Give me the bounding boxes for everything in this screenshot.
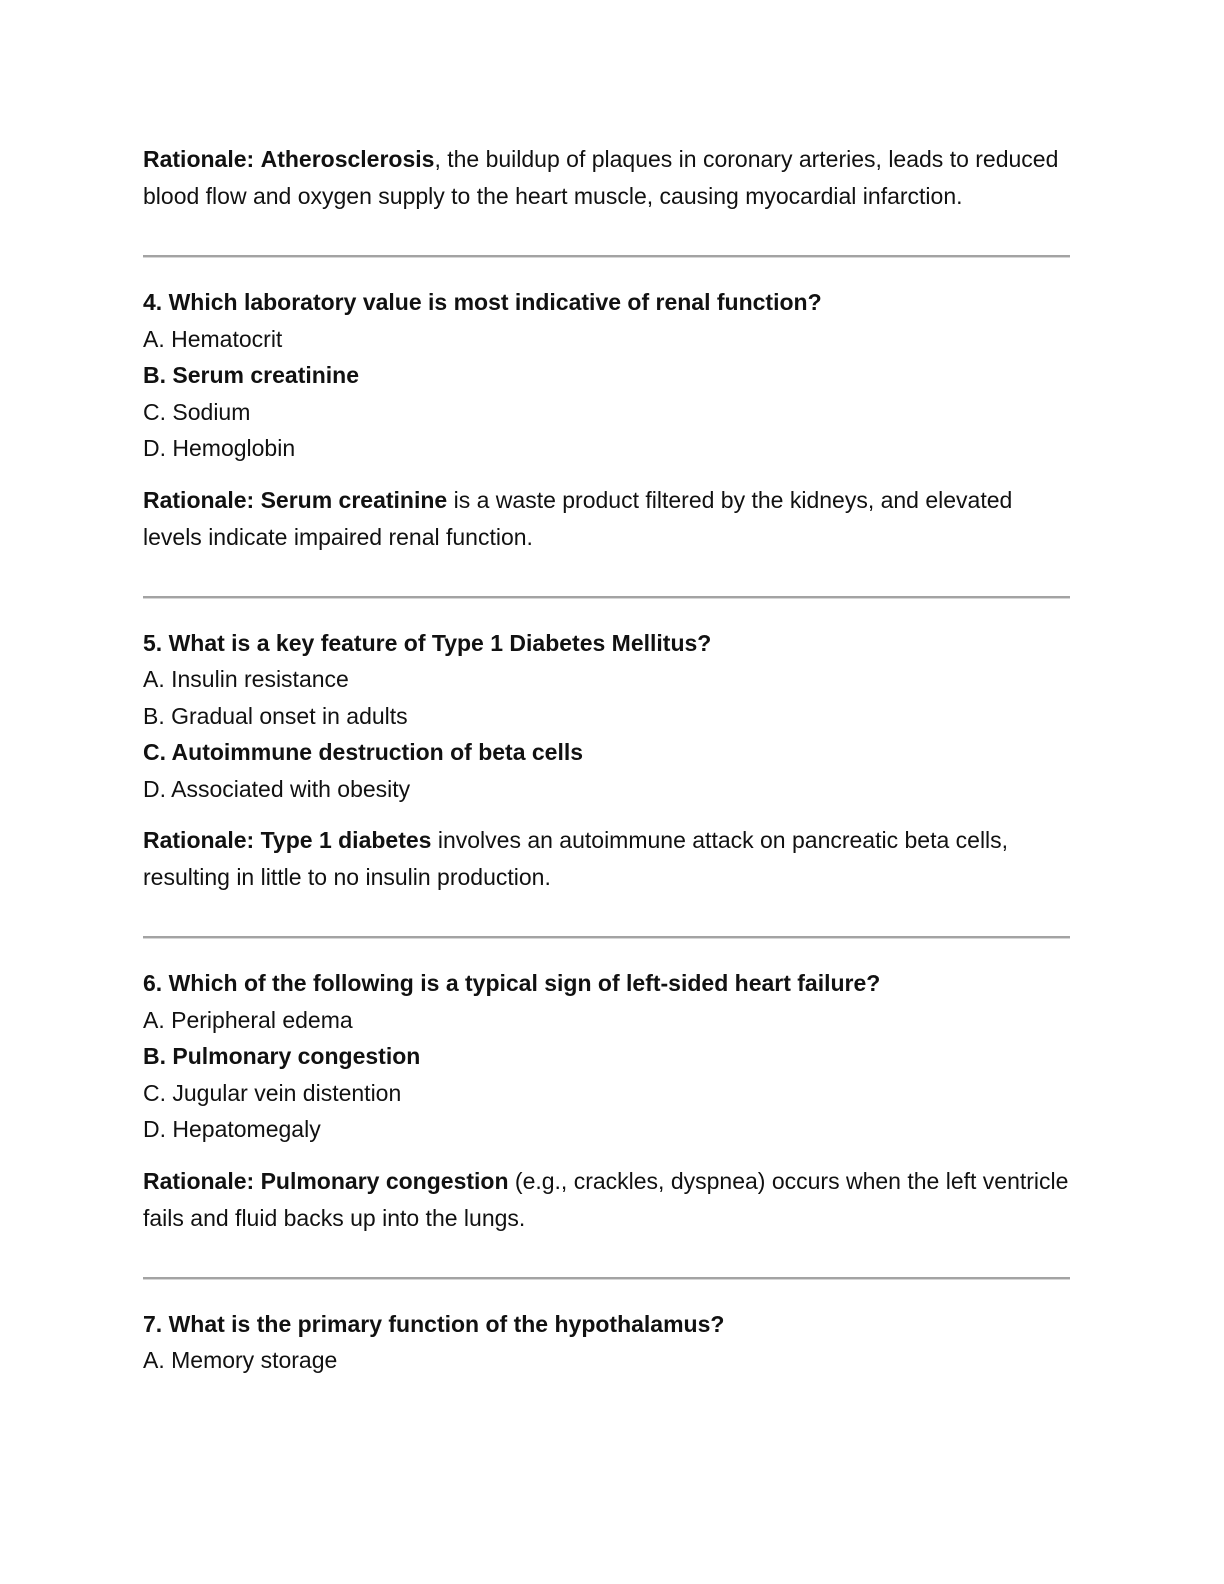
rationale-q5 xyxy=(143,822,1073,896)
rationale-q6 xyxy=(143,1163,1073,1237)
rationale-text: involves an autoimmune attack on pancreatic beta cells, resulting in little to no insulin production. xyxy=(143,827,1009,890)
rationale-label: Rationale: xyxy=(143,1167,255,1194)
rationale-text: , the buildup of plaques in coronary arteries, leads to reduced blood flow and oxygen supply to the heart muscle, causing myocardial infarction. xyxy=(143,146,1059,209)
option-a: A. Peripheral edema xyxy=(143,1006,353,1033)
option-c: C. Sodium xyxy=(143,398,251,425)
question-block-5 xyxy=(143,625,1073,897)
question-text: 6. Which of the following is a typical sign of left-sided heart failure? xyxy=(143,970,881,996)
question-text: 7. What is the primary function of the hypothalamus? xyxy=(143,1310,725,1337)
rationale-q3 xyxy=(143,141,1073,215)
option-d: D. Hepatomegaly xyxy=(143,1116,321,1142)
rationale-text: is a waste product filtered by the kidneys, and elevated levels indicate impaired renal function. xyxy=(143,486,1013,550)
option-b: B. Gradual onset in adults xyxy=(143,702,408,729)
rationale-label: Rationale: xyxy=(143,146,255,172)
option-a: A. Insulin resistance xyxy=(143,666,349,692)
rationale-label: Rationale: xyxy=(143,486,255,513)
rationale-q4 xyxy=(143,482,1073,556)
question-block-6 xyxy=(143,965,1073,1237)
rationale-term: Serum creatinine xyxy=(260,486,448,513)
rationale-term: Atherosclerosis xyxy=(260,146,435,172)
question-text: 4. Which laboratory value is most indicative of renal function? xyxy=(143,289,822,315)
option-b-correct: B. Serum creatinine xyxy=(143,362,360,388)
option-a: A. Hematocrit xyxy=(143,325,283,352)
section-divider xyxy=(143,936,1070,939)
option-a: A. Memory storage xyxy=(143,1347,338,1373)
question-block-4 xyxy=(143,284,1073,556)
question-block-7 xyxy=(143,1306,1073,1379)
option-d: D. Associated with obesity xyxy=(143,775,411,802)
option-c: C. Jugular vein distention xyxy=(143,1079,402,1106)
rationale-label: Rationale: xyxy=(143,827,255,853)
rationale-term: Pulmonary congestion xyxy=(260,1167,509,1194)
option-c-correct: C. Autoimmune destruction of beta cells xyxy=(143,739,584,765)
question-text: 5. What is a key feature of Type 1 Diabetes Mellitus? xyxy=(143,629,712,656)
option-d: D. Hemoglobin xyxy=(143,435,296,461)
section-divider xyxy=(143,255,1070,258)
rationale-term: Type 1 diabetes xyxy=(260,827,432,853)
section-divider xyxy=(143,1277,1070,1280)
option-b-correct: B. Pulmonary congestion xyxy=(143,1043,421,1069)
document-page xyxy=(143,141,1073,1379)
rationale-text: (e.g., crackles, dyspnea) occurs when the left ventricle fails and fluid backs up into the lungs. xyxy=(143,1167,1069,1231)
section-divider xyxy=(143,596,1070,599)
